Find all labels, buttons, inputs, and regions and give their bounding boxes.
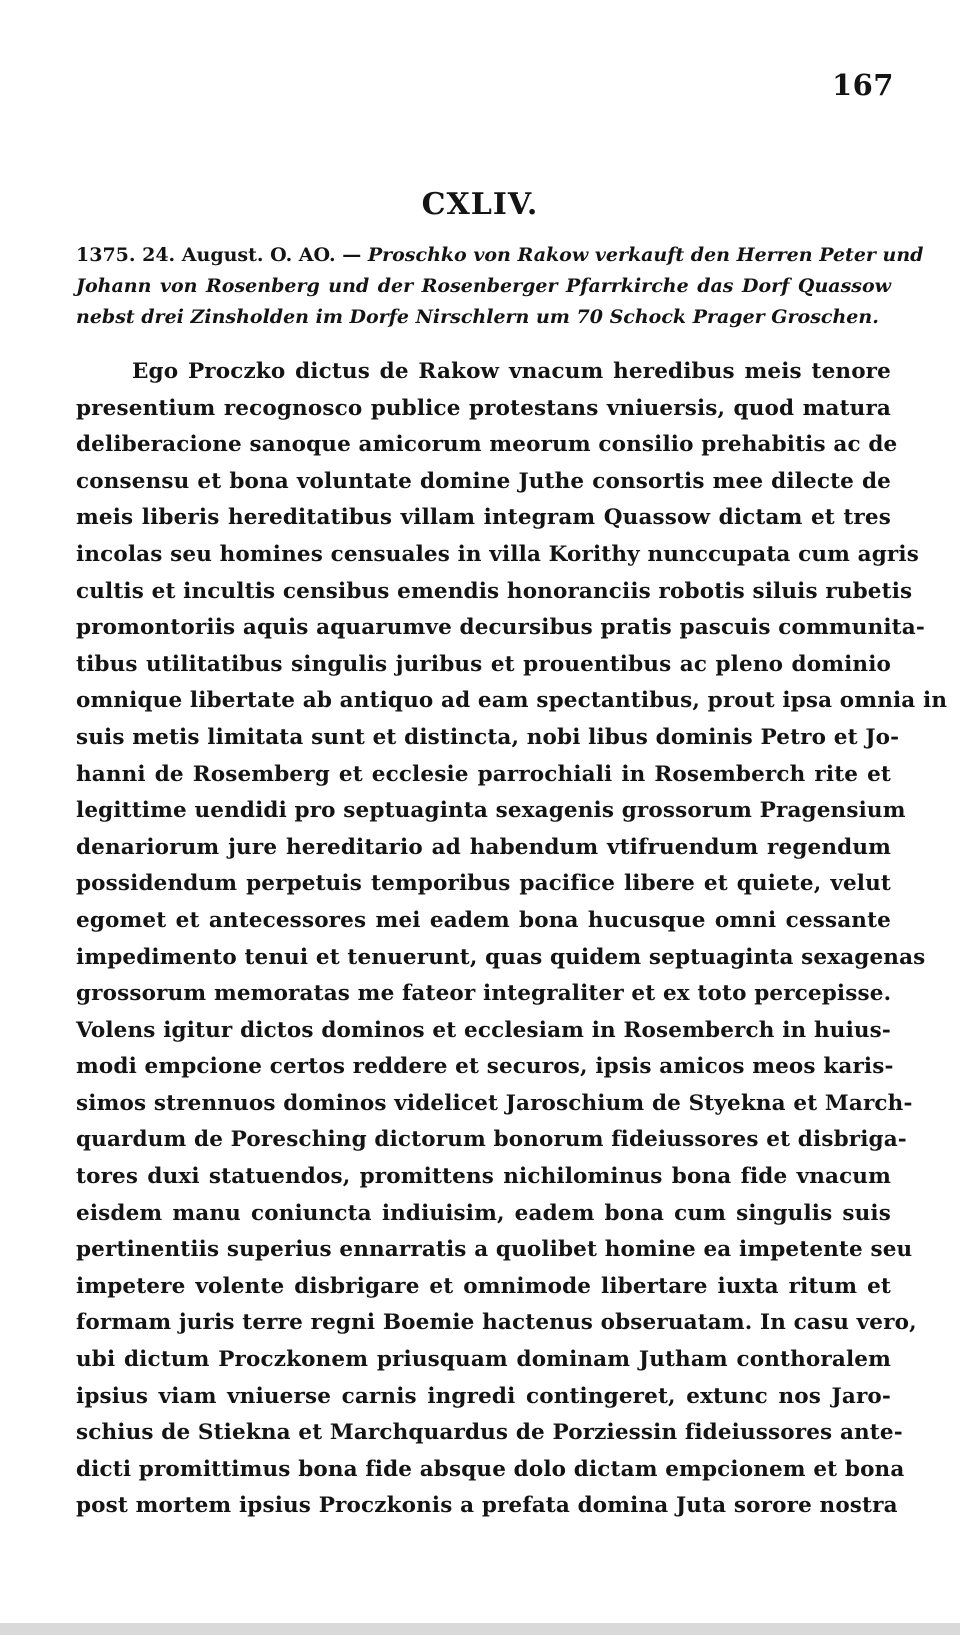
body-line: grossorum memoratas me fateor integraliter et ex toto percepisse. bbox=[76, 981, 892, 1007]
body-line: tibus utilitatibus singulis juribus et prouentibus ac pleno dominio bbox=[76, 651, 891, 677]
body-line: egomet et antecessores mei eadem bona hucusque omni cessante bbox=[76, 907, 891, 933]
body-line: presentium recognosco publice protestans vniuersis, quod matura bbox=[76, 395, 891, 421]
body-line: dicti promittimus bona fide absque dolo dictam empcionem et bona bbox=[76, 1456, 905, 1482]
regest-summary-start: Proschko von Rakow verkauft den Herren Peter und bbox=[367, 244, 924, 266]
body-line: modi empcione certos reddere et securos, ipsis amicos meos karis- bbox=[76, 1054, 894, 1080]
body-line: consensu et bona voluntate domine Juthe consortis mee dilecte de bbox=[76, 468, 891, 494]
body-line: formam juris terre regni Boemie hactenus obseruatam. In casu vero, bbox=[76, 1310, 917, 1336]
body-line: hanni de Rosemberg et ecclesie parrochiali in Rosemberch rite et bbox=[76, 761, 891, 787]
body-line: Ego Proczko dictus de Rakow vnacum heredibus meis tenore bbox=[132, 359, 891, 384]
body-line: suis metis limitata sunt et distincta, nobi libus dominis Petro et Jo- bbox=[76, 724, 900, 750]
body-line: simos strennuos dominos videlicet Jaroschium de Styekna et March- bbox=[76, 1090, 913, 1116]
body-line: Volens igitur dictos dominos et ecclesiam in Rosemberch in huius- bbox=[76, 1017, 891, 1043]
body-line: meis liberis hereditatibus villam integram Quassow dictam et tres bbox=[76, 505, 891, 531]
body-line: quardum de Poresching dictorum bonorum fideiussores et disbriga- bbox=[76, 1127, 907, 1153]
body-line: cultis et incultis censibus emendis honoranciis robotis siluis rubetis bbox=[76, 578, 913, 604]
body-line: schius de Stiekna et Marchquardus de Porziessin fideiussores ante- bbox=[76, 1420, 903, 1446]
body-line: ipsius viam vniuerse carnis ingredi contingeret, extunc nos Jaro- bbox=[76, 1383, 891, 1409]
body-line: incolas seu homines censuales in villa Korithy nunccupata cum agris bbox=[76, 541, 919, 567]
body-line: denariorum jure hereditario ad habendum vtifruendum regendum bbox=[76, 834, 891, 860]
regest bbox=[76, 240, 924, 333]
page-bottom-edge bbox=[0, 1623, 960, 1635]
body-line: impetere volente disbrigare et omnimode libertare iuxta ritum et bbox=[76, 1273, 891, 1299]
regest-line-3: nebst drei Zinsholden im Dorfe Nirschlern um 70 Schock Prager Groschen. bbox=[76, 306, 879, 328]
regest-line-2: Johann von Rosenberg und der Rosenberger Pfarrkirche das Dorf Quassow bbox=[76, 275, 891, 297]
body-line: pertinentiis superius ennarratis a quolibet homine ea impetente seu bbox=[76, 1237, 913, 1263]
body-line: deliberacione sanoque amicorum meorum consilio prehabitis ac de bbox=[76, 432, 898, 458]
body-line: omnique libertate ab antiquo ad eam spectantibus, prout ipsa omnia in bbox=[76, 688, 948, 714]
regest-date: 1375. 24. August. O. AO. — bbox=[76, 244, 368, 266]
body-line: promontoriis aquis aquarumve decursibus pratis pascuis communita- bbox=[76, 615, 925, 641]
body-line: legittime uendidi pro septuaginta sexagenis grossorum Pragensium bbox=[76, 798, 906, 824]
regest-line-1 bbox=[76, 240, 924, 271]
document-number: CXLIV. bbox=[421, 187, 539, 222]
body-line: tores duxi statuendos, promittens nichilominus bona fide vnacum bbox=[76, 1164, 891, 1190]
body-line: post mortem ipsius Proczkonis a prefata domina Juta sorore nostra bbox=[76, 1493, 898, 1519]
body-line: eisdem manu coniuncta indiuisim, eadem bona cum singulis suis bbox=[76, 1200, 891, 1226]
body-line: possidendum perpetuis temporibus pacifice libere et quiete, velut bbox=[76, 871, 891, 897]
document-body bbox=[76, 354, 948, 1525]
body-line: impedimento tenui et tenuerunt, quas quidem septuaginta sexagenas bbox=[76, 944, 926, 970]
page-number: 167 bbox=[831, 68, 894, 102]
body-line: ubi dictum Proczkonem priusquam dominam Jutham conthoralem bbox=[76, 1347, 891, 1373]
